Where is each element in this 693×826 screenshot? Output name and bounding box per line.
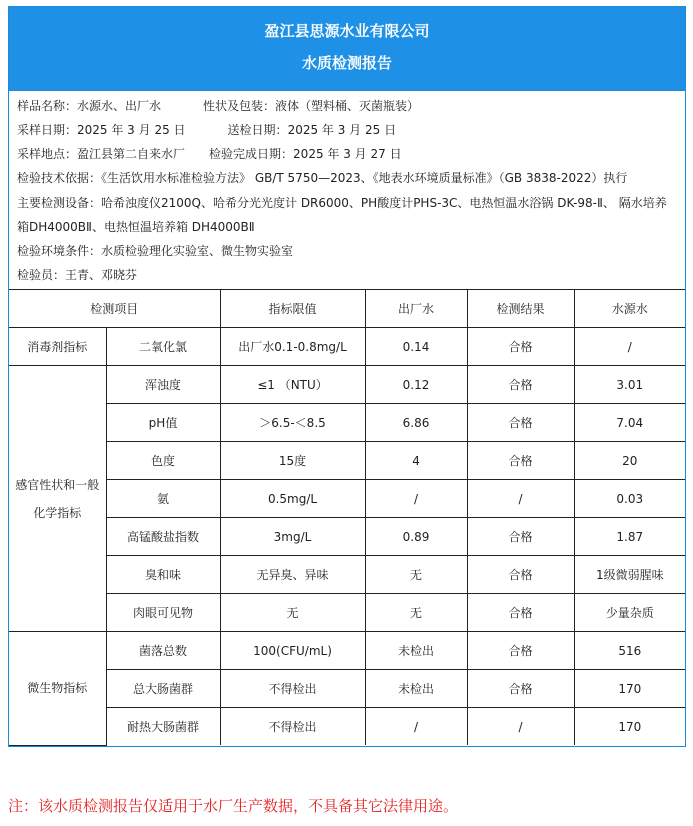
- info-line-dates: [17, 123, 677, 138]
- info-line-inspector: [17, 268, 677, 283]
- row-limit: 无异臭、异味: [220, 556, 365, 594]
- group-micro: 微生物指标: [9, 632, 106, 746]
- sampling-date-label: 采样日期：: [17, 123, 78, 137]
- header-limit: 指标限值: [220, 290, 365, 328]
- row-result: 合格: [467, 670, 574, 708]
- sampling-date: 2025 年 3 月 25 日: [77, 123, 186, 137]
- row-outlet: /: [365, 480, 467, 518]
- header-item: 检测项目: [9, 290, 220, 328]
- row-name: 氨: [106, 480, 220, 518]
- info-line-sample: [17, 99, 677, 114]
- row-source: 1.87: [574, 518, 685, 556]
- sample-name: 水源水、出厂水: [77, 99, 162, 113]
- info-line-equipment: [17, 191, 677, 239]
- row-limit: 3mg/L: [220, 518, 365, 556]
- row-outlet: 0.14: [365, 328, 467, 366]
- row-limit: ＞6.5-＜8.5: [220, 404, 365, 442]
- row-name: 臭和味: [106, 556, 220, 594]
- row-source: 516: [574, 632, 685, 670]
- header-outlet: 出厂水: [365, 290, 467, 328]
- row-result: 合格: [467, 518, 574, 556]
- row-name: 高锰酸盐指数: [106, 518, 220, 556]
- environment-label: 检验环境条件：: [17, 244, 102, 258]
- table-row: [9, 366, 685, 404]
- send-date: 2025 年 3 月 25 日: [287, 123, 397, 137]
- sampling-site-label: 采样地点：: [17, 147, 78, 161]
- row-limit: 15度: [220, 442, 365, 480]
- row-outlet: /: [365, 708, 467, 746]
- row-result: 合格: [467, 594, 574, 632]
- row-outlet: 无: [365, 556, 467, 594]
- results-table: [9, 290, 685, 746]
- complete-date-label: 检验完成日期：: [209, 147, 294, 161]
- row-source: 1级微弱腥味: [574, 556, 685, 594]
- row-limit: 不得检出: [220, 670, 365, 708]
- table-row: [9, 708, 685, 746]
- property-label: 性状及包装：: [203, 99, 276, 113]
- table-row: [9, 594, 685, 632]
- equipment-value: 哈希浊度仪2100Q、哈希分光光度计 DR6000、PH酸度计PHS-3C、电热恒温水浴锅 DK-98-Ⅱ、 隔水培养箱DH4000BⅡ、电热恒温培养箱 DH4000BⅡ: [17, 196, 667, 234]
- table-row: [9, 480, 685, 518]
- table-row: [9, 632, 685, 670]
- property-value: 液体（塑料桶、灭菌瓶装）: [275, 99, 420, 113]
- row-name: 二氧化氯: [106, 328, 220, 366]
- row-name: 菌落总数: [106, 632, 220, 670]
- report-header: [9, 7, 685, 91]
- basis-label: 检验技术依据：: [17, 171, 102, 185]
- table-row: [9, 556, 685, 594]
- row-outlet: 无: [365, 594, 467, 632]
- sample-name-label: 样品名称：: [17, 99, 78, 113]
- group-sensory: 感官性状和一般化学指标: [9, 366, 106, 632]
- row-result: 合格: [467, 632, 574, 670]
- row-outlet: 未检出: [365, 632, 467, 670]
- row-limit: 0.5mg/L: [220, 480, 365, 518]
- report-info: [9, 91, 685, 290]
- row-result: 合格: [467, 366, 574, 404]
- row-limit: 不得检出: [220, 708, 365, 746]
- row-source: /: [574, 328, 685, 366]
- basis-value: 《生活饮用水标准检验方法》 GB/T 5750—2023、《地表水环境质量标准》（GB 3838-2022）执行: [101, 171, 628, 185]
- table-row: [9, 404, 685, 442]
- row-source: 170: [574, 670, 685, 708]
- row-name: 色度: [106, 442, 220, 480]
- row-outlet: 0.12: [365, 366, 467, 404]
- send-date-label: 送检日期：: [227, 123, 288, 137]
- row-outlet: 0.89: [365, 518, 467, 556]
- water-quality-report: [8, 6, 686, 747]
- info-line-environment: [17, 244, 677, 259]
- header-source: 水源水: [574, 290, 685, 328]
- sampling-site: 盈江县第二自来水厂: [77, 147, 186, 161]
- row-result: 合格: [467, 442, 574, 480]
- inspector-label: 检验员：: [17, 268, 66, 282]
- equipment-label: 主要检测设备：: [17, 196, 102, 210]
- info-line-basis: [17, 171, 677, 186]
- info-line-site: [17, 147, 677, 162]
- row-source: 20: [574, 442, 685, 480]
- row-limit: 无: [220, 594, 365, 632]
- row-result: /: [467, 480, 574, 518]
- table-row: [9, 670, 685, 708]
- row-limit: 100(CFU/mL): [220, 632, 365, 670]
- row-outlet: 6.86: [365, 404, 467, 442]
- row-result: /: [467, 708, 574, 746]
- row-source: 7.04: [574, 404, 685, 442]
- row-source: 170: [574, 708, 685, 746]
- row-name: 肉眼可见物: [106, 594, 220, 632]
- table-row: [9, 328, 685, 366]
- row-result: 合格: [467, 328, 574, 366]
- row-source: 少量杂质: [574, 594, 685, 632]
- table-row: [9, 518, 685, 556]
- row-name: 耐热大肠菌群: [106, 708, 220, 746]
- row-outlet: 未检出: [365, 670, 467, 708]
- row-outlet: 4: [365, 442, 467, 480]
- group-disinfectant: 消毒剂指标: [9, 328, 106, 366]
- row-name: 浑浊度: [106, 366, 220, 404]
- report-title: 水质检测报告: [301, 54, 392, 72]
- row-limit: ≤1 （NTU）: [220, 366, 365, 404]
- row-result: 合格: [467, 404, 574, 442]
- row-name: pH值: [106, 404, 220, 442]
- complete-date: 2025 年 3 月 27 日: [293, 147, 402, 161]
- row-result: 合格: [467, 556, 574, 594]
- row-source: 0.03: [574, 480, 685, 518]
- row-limit: 出厂水0.1-0.8mg/L: [220, 328, 365, 366]
- table-header-row: [9, 290, 685, 328]
- row-name: 总大肠菌群: [106, 670, 220, 708]
- company-name: 盈江县思源水业有限公司: [264, 22, 430, 40]
- inspector-value: 王青、邓晓芬: [65, 268, 138, 282]
- row-source: 3.01: [574, 366, 685, 404]
- environment-value: 水质检验理化实验室、微生物实验室: [101, 244, 294, 258]
- table-row: [9, 442, 685, 480]
- disclaimer-note: 注：该水质检测报告仅适用于水厂生产数据，不具备其它法律用途。: [8, 797, 459, 815]
- header-result: 检测结果: [467, 290, 574, 328]
